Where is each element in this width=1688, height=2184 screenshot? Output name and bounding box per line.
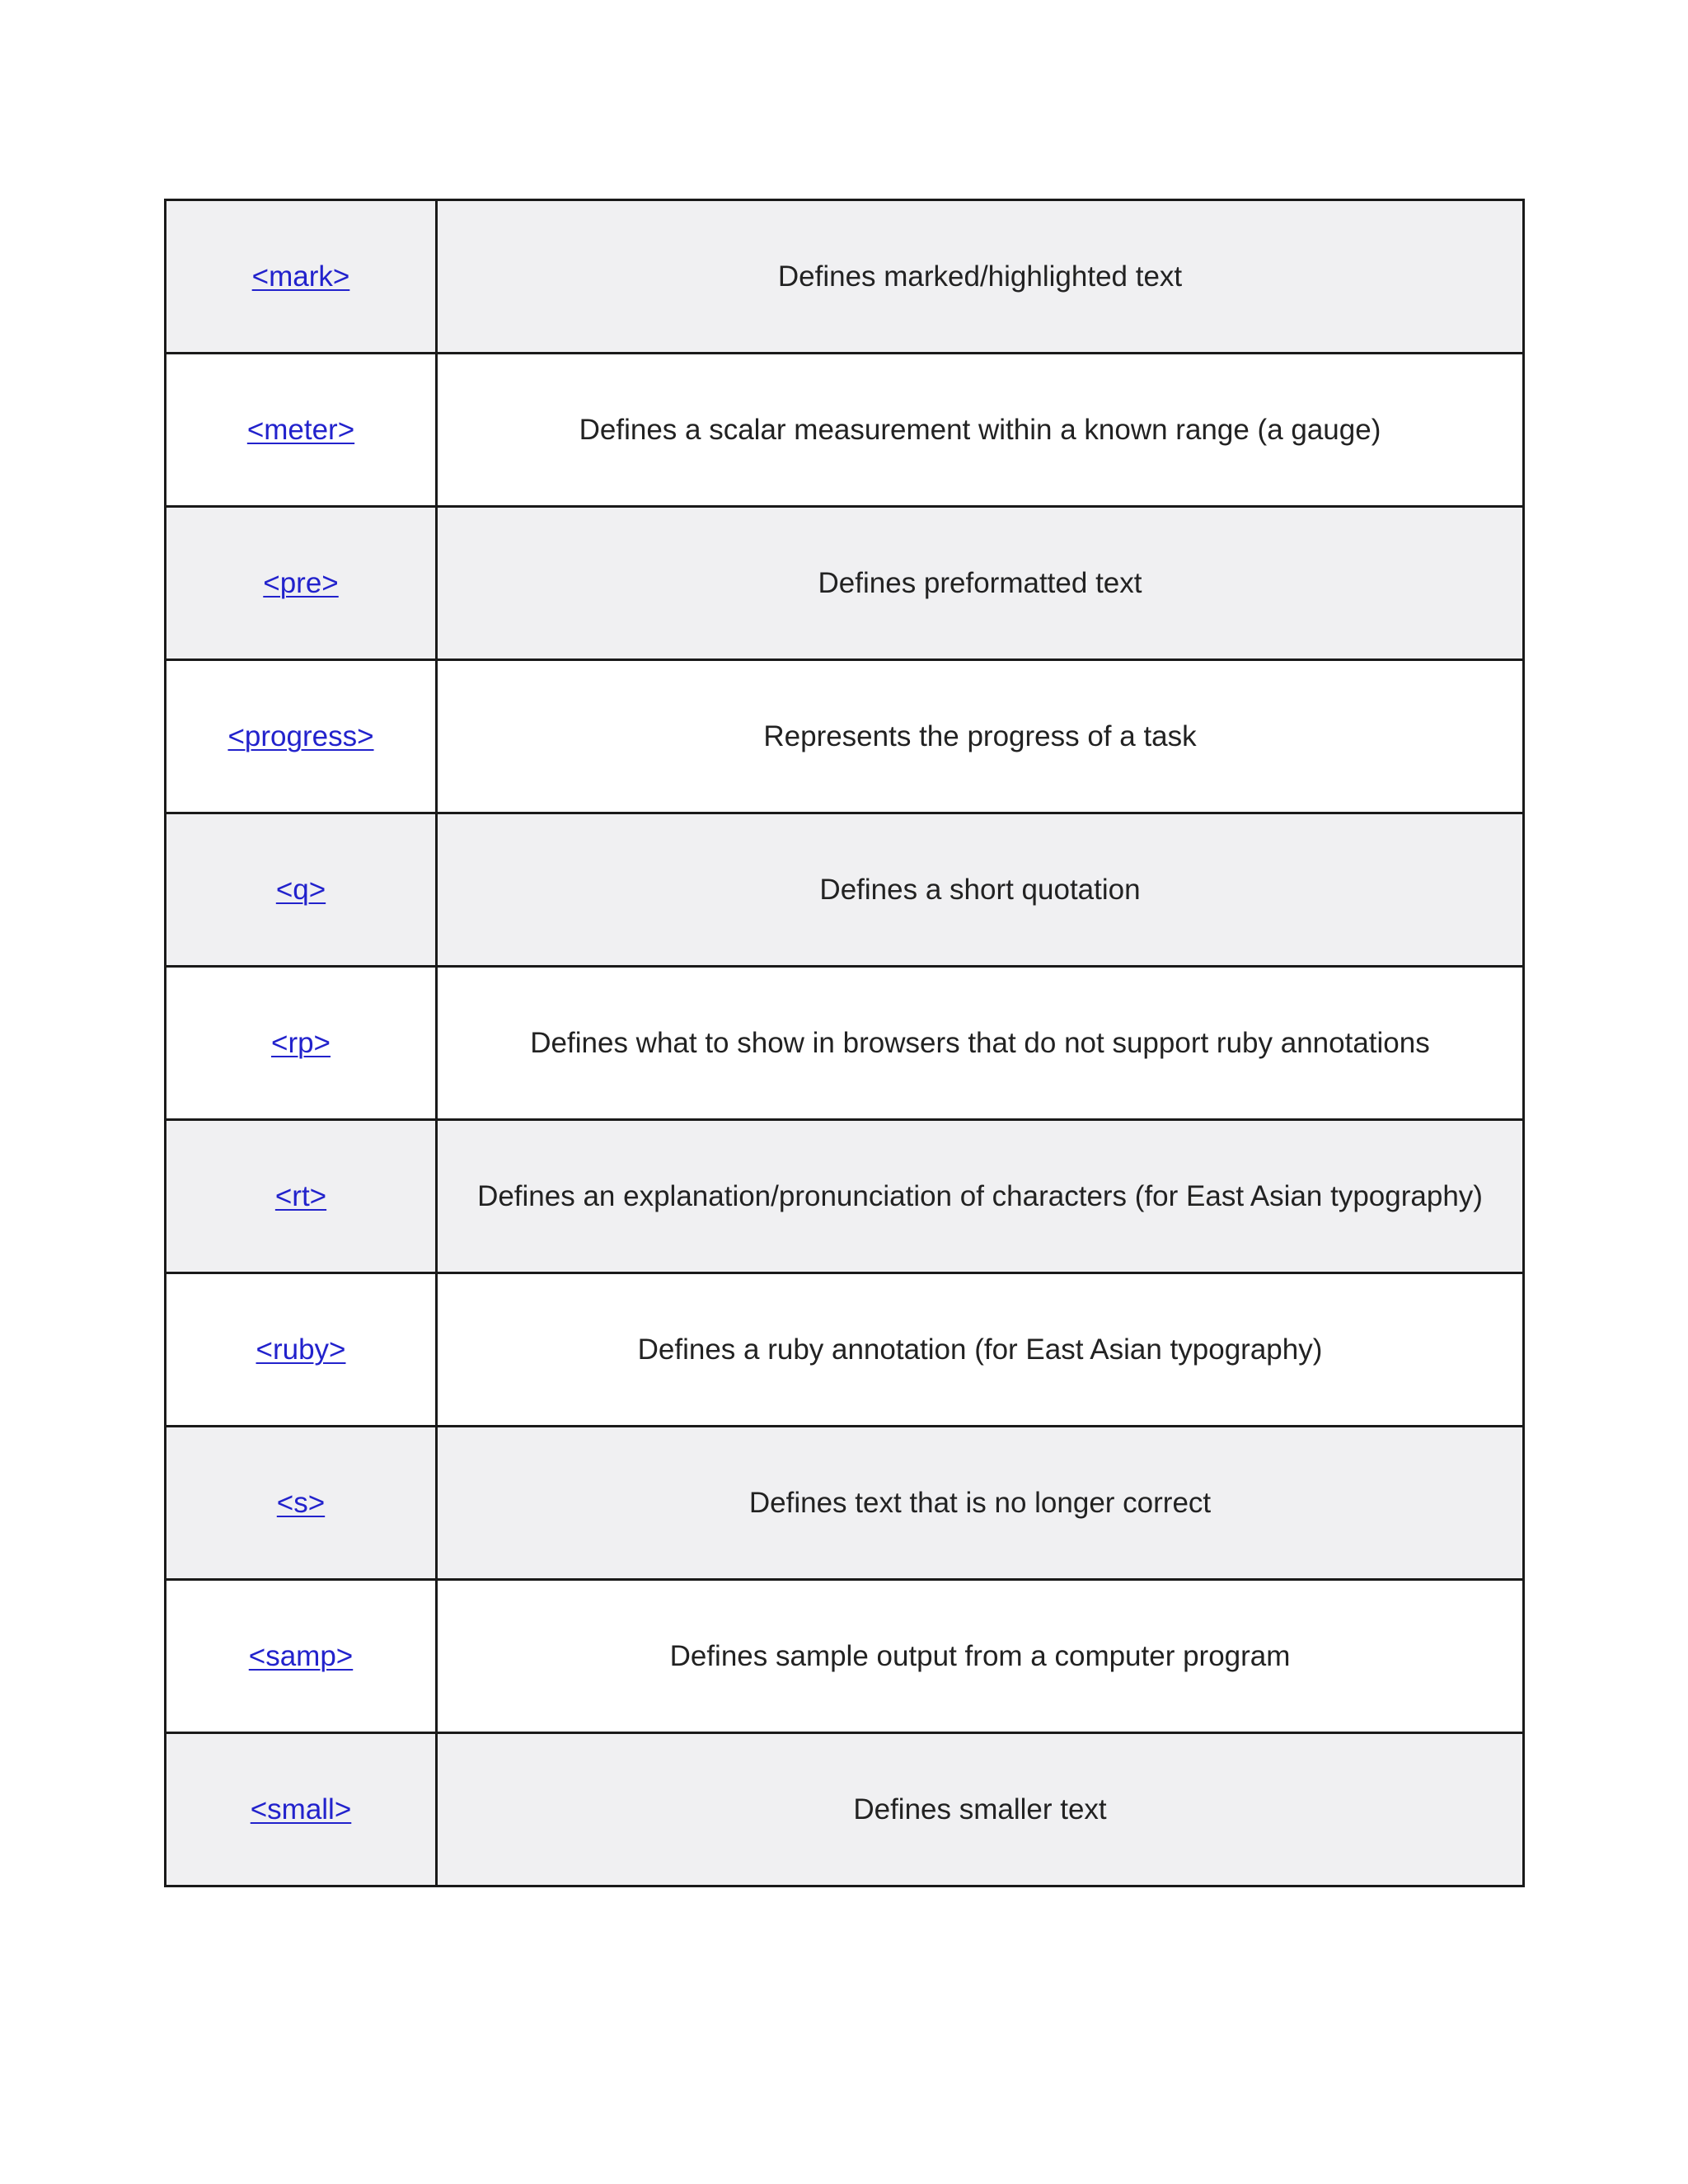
tag-link[interactable]: <progress> (227, 719, 374, 752)
tag-cell (166, 813, 437, 967)
description-cell: Defines text that is no longer correct (437, 1427, 1524, 1580)
tag-link[interactable]: <s> (276, 1486, 326, 1519)
html-tags-table (164, 199, 1525, 1887)
table-row (166, 1120, 1524, 1273)
description-cell: Defines preformatted text (437, 507, 1524, 660)
description-cell: Defines an explanation/pronunciation of characters (for East Asian typography) (437, 1120, 1524, 1273)
table-row (166, 200, 1524, 354)
table-row (166, 1427, 1524, 1580)
description-cell: Defines a ruby annotation (for East Asian typography) (437, 1273, 1524, 1427)
table-row (166, 1273, 1524, 1427)
table-row (166, 1733, 1524, 1886)
table-row (166, 1580, 1524, 1733)
table-row (166, 813, 1524, 967)
description-cell: Defines a short quotation (437, 813, 1524, 967)
description-cell: Defines a scalar measurement within a known range (a gauge) (437, 354, 1524, 507)
description-cell: Defines smaller text (437, 1733, 1524, 1886)
tag-cell (166, 1427, 437, 1580)
description-cell: Defines sample output from a computer program (437, 1580, 1524, 1733)
tag-link[interactable]: <rp> (271, 1026, 331, 1059)
table-row (166, 660, 1524, 813)
table-row (166, 967, 1524, 1120)
description-cell: Defines marked/highlighted text (437, 200, 1524, 354)
tag-link[interactable]: <small> (250, 1793, 352, 1825)
description-cell: Represents the progress of a task (437, 660, 1524, 813)
tag-link[interactable]: <mark> (251, 260, 350, 293)
tag-link[interactable]: <rt> (274, 1179, 327, 1212)
tag-link[interactable]: <pre> (263, 566, 339, 599)
tag-cell (166, 1733, 437, 1886)
description-cell: Defines what to show in browsers that do not support ruby annotations (437, 967, 1524, 1120)
tag-cell (166, 354, 437, 507)
tag-link[interactable]: <samp> (248, 1639, 354, 1672)
table-row (166, 507, 1524, 660)
tag-link[interactable]: <q> (275, 873, 326, 906)
tag-link[interactable]: <meter> (246, 413, 355, 446)
tag-cell (166, 967, 437, 1120)
table-row (166, 354, 1524, 507)
tag-cell (166, 507, 437, 660)
tag-cell (166, 200, 437, 354)
tag-cell (166, 660, 437, 813)
tag-link[interactable]: <ruby> (256, 1333, 346, 1366)
tag-cell (166, 1580, 437, 1733)
tag-cell (166, 1273, 437, 1427)
tag-cell (166, 1120, 437, 1273)
